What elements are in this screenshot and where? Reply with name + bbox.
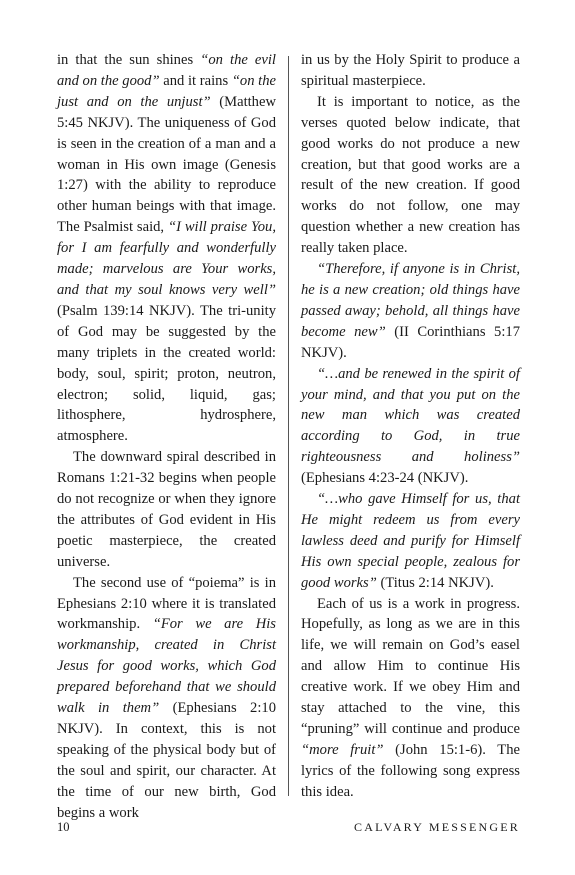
running-title: CALVARY MESSENGER (354, 820, 520, 834)
italic-text: “…and be renewed in the spirit of your mind, and that you put on the new man which was created according to God, in true righteousness and holiness” (301, 365, 520, 466)
text-run: in that the sun shines (57, 52, 201, 68)
text-run: Each of us is a work in progress. Hopefully, as long as we are in this life, we will remain on God’s easel and allow Him to continue His creative work. If we obey Him and stay attached to the vine, this “pruning” will continue and produce (301, 595, 520, 737)
page-number: 10 (57, 820, 70, 834)
text-run: in us by the Holy Spirit to produce a spiritual masterpiece. (301, 52, 520, 89)
italic-text: “on the evil and on the good” (57, 52, 276, 89)
text-run: The second use of “poiema” is in Ephesians 2:10 where it is translated workmanship. (57, 574, 276, 633)
paragraph (301, 50, 520, 92)
column-divider (288, 56, 289, 796)
italic-text: “…who gave Himself for us, that He might redeem us from every lawless deed and purify for Himself His own special people, zealous for good works” (301, 491, 520, 591)
italic-text: “on the just and on the unjust” (57, 72, 277, 110)
text-run: The downward spiral described in Romans 1:21-32 begins when people do not recognize or when they ignore the attributes of God evident in His poetic masterpiece, the created universe. (57, 449, 276, 570)
italic-text: “I will praise You, for I am fearfully and wonderfully made; marvelous are Your works, and that my soul knows very well” (57, 219, 276, 298)
text-run: (Ephesians 2:10 NKJV). In context, this is not speaking of the physical body but of the soul and spirit, our character. At the time of our new birth, God begins a work (57, 700, 277, 821)
paragraph (57, 447, 276, 572)
paragraph (57, 50, 276, 447)
italic-text: “Therefore, if anyone is in Christ, he is a new creation; old things have passed away; behold, all things have become new” (301, 261, 520, 340)
scripture-quote (301, 259, 520, 364)
text-run: It is important to notice, as the verses quoted below indicate, that good works do not produce a new creation, but that good works are a result of the new creation. If good works do not follow, one may question whether a new creation has really taken place. (301, 93, 520, 257)
text-run: (John 15:1-6). The lyrics of the following song express this idea. (301, 741, 520, 800)
text-run: (Ephesians 4:23-24 (NKJV). (301, 470, 469, 487)
text-run: (Titus 2:14 NKJV). (376, 574, 494, 591)
scripture-quote (301, 364, 520, 489)
paragraph (301, 92, 520, 259)
left-column (57, 50, 276, 824)
text-run: (II Corinthians 5:17 NKJV). (301, 323, 520, 361)
scripture-quote (301, 489, 520, 594)
text-run: (Psalm 139:14 NKJV). The tri-unity of God may be suggested by the many triplets in the created world: body, soul, spirit; proton, neutron, electron; solid, liquid, gas; lithosphere, hydrosphere, atmosphere. (57, 302, 276, 445)
paragraph (301, 594, 520, 803)
right-column (301, 50, 520, 803)
italic-text: “For we are His workmanship, created in Christ Jesus for good works, which God prepared beforehand that we should walk in them” (57, 616, 276, 717)
text-run: and it rains (159, 72, 232, 89)
paragraph (57, 573, 276, 824)
text-run: (Matthew 5:45 NKJV). The uniqueness of God is seen in the creation of a man and a woman in His own image (Genesis 1:27) with the ability to reproduce other human beings with that image. The Psalmist said, (57, 93, 276, 236)
italic-text: “more fruit” (301, 741, 384, 758)
